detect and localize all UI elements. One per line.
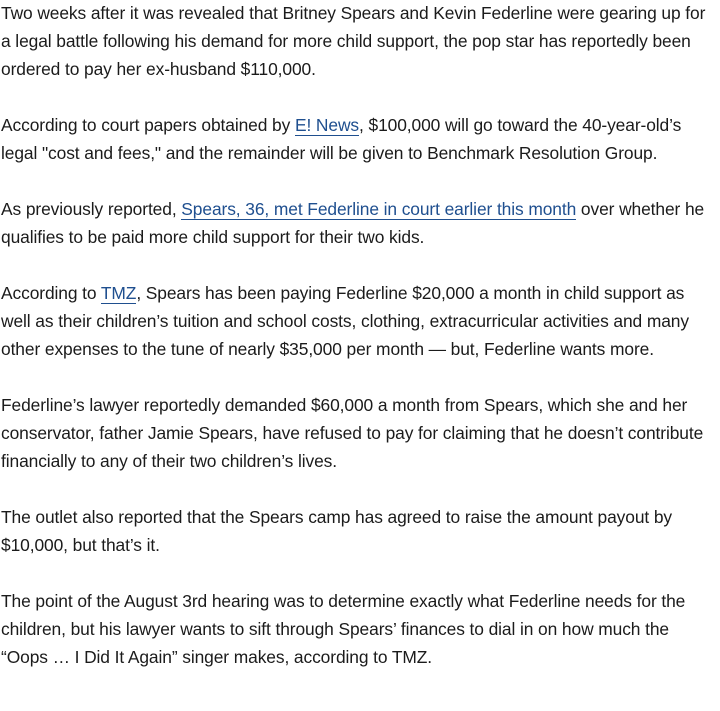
paragraph-2	[1, 111, 717, 167]
article-body	[1, 0, 717, 671]
paragraph-text-after: , $100,000 will go toward the 40-year-old’s legal "cost and fees," and the remainder will be given to Benchmark Resolution Group.	[1, 115, 682, 163]
paragraph-3	[1, 195, 717, 251]
paragraph-text: Federline’s lawyer reportedly demanded $60,000 a month from Spears, which she and her conservator, father Jamie Spears, have refused to pay for claiming that he doesn’t contribute financially to any of their two children’s lives.	[1, 395, 704, 471]
paragraph-5	[1, 391, 717, 475]
paragraph-7	[1, 587, 717, 671]
paragraph-text-before: According to	[1, 283, 101, 303]
paragraph-text: The outlet also reported that the Spears camp has agreed to raise the amount payout by $10,000, but that’s it.	[1, 507, 673, 555]
paragraph-text-before: As previously reported,	[1, 199, 182, 219]
tmz-link[interactable]: TMZ	[100, 283, 137, 303]
paragraph-4	[1, 279, 717, 363]
paragraph-text-after: over whether he qualifies to be paid more child support for their two kids.	[1, 199, 705, 247]
paragraph-text-before: According to court papers obtained by	[1, 115, 295, 135]
paragraph-text: Two weeks after it was revealed that Britney Spears and Kevin Federline were gearing up for a legal battle following his demand for more child support, the pop star has reportedly been ordered to pay her ex-husband $110,000.	[1, 3, 706, 79]
paragraph-1	[1, 0, 717, 83]
paragraph-text-after: , Spears has been paying Federline $20,000 a month in child support as well as their children’s tuition and school costs, clothing, extracurricular activities and many other expenses to the tune of nearly $35,000 per month — but, Federline wants more.	[1, 283, 689, 359]
paragraph-text: The point of the August 3rd hearing was to determine exactly what Federline needs for the children, but his lawyer wants to sift through Spears’ finances to dial in on how much the “Oops … I Did It Again” singer makes, according to TMZ.	[1, 591, 686, 667]
e-news-link[interactable]: E! News	[294, 115, 360, 135]
paragraph-6	[1, 503, 717, 559]
court-story-link[interactable]: Spears, 36, met Federline in court earlier this month	[181, 199, 577, 219]
